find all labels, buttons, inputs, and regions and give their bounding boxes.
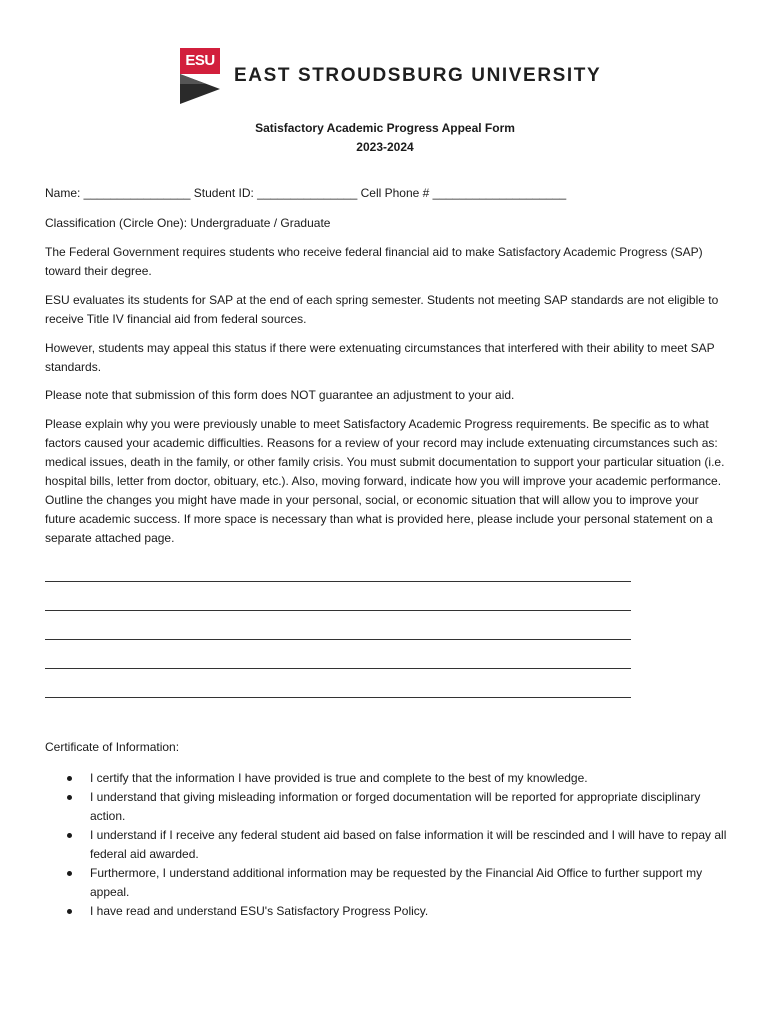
paragraph-instructions: Please explain why you were previously unable to meet Satisfactory Academic Progress requirements. Be specific as to what factors caused your academic difficulties. Reasons for a review of your record may include extenuating circumstances such as: medical issues, death in the family, or other family crisis. You must submit documentation to support your particular situation (i.e. hospital bills, letter from doctor, obituary, etc.). Also, moving forward, indicate how you will improve your academic performance. Outline the changes you might have made in your personal, social, or economic situation that will allow you to improve your future academic success. If more space is necessary than what is provided here, please include your personal statement on a separate attached page. <box>45 417 725 545</box>
appeal-writing-line[interactable] <box>45 609 631 611</box>
appeal-writing-line[interactable] <box>45 638 631 640</box>
paragraph-federal-requirement: The Federal Government requires students who receive federal financial aid to make Satisfactory Academic Progress (SAP) toward their degree. <box>45 245 703 278</box>
form-title: Satisfactory Academic Progress Appeal Form <box>255 121 515 135</box>
bullet-icon <box>67 776 72 781</box>
certificate-list <box>45 769 735 921</box>
certificate-item-text: I understand that giving misleading information or forged documentation will be reported for appropriate disciplinary action. <box>90 790 701 823</box>
bullet-icon <box>67 909 72 914</box>
certificate-item-text: I have read and understand ESU's Satisfactory Progress Policy. <box>90 904 429 918</box>
paragraph-sap-evaluation: ESU evaluates its students for SAP at the end of each spring semester. Students not meeting SAP standards are not eligible to receive Title IV financial aid from federal sources. <box>45 293 719 326</box>
form-year: 2023-2024 <box>356 140 414 154</box>
paragraph-appeal-eligibility: However, students may appeal this status if there were extenuating circumstances that interfered with their ability to meet SAP standards. <box>45 341 715 374</box>
certificate-item-text: I certify that the information I have provided is true and complete to the best of my knowledge. <box>90 771 588 785</box>
esu-logo-mark <box>180 48 220 104</box>
logo-arrow-icon <box>180 74 220 104</box>
certificate-item <box>45 902 735 921</box>
bullet-icon <box>67 833 72 838</box>
certificate-item <box>45 769 735 788</box>
university-name: EAST STROUDSBURG UNIVERSITY <box>234 65 602 86</box>
identity-fields-line[interactable]: Name: ________________ Student ID: _______________ Cell Phone # ____________________ <box>45 186 567 200</box>
logo-abbrev: ESU <box>185 52 215 69</box>
certificate-heading: Certificate of Information: <box>45 740 180 754</box>
certificate-item <box>45 864 735 902</box>
appeal-writing-line[interactable] <box>45 667 631 669</box>
certificate-item <box>45 788 735 826</box>
university-logo <box>180 48 600 106</box>
appeal-writing-line[interactable] <box>45 696 631 698</box>
certificate-item-text: I understand if I receive any federal student aid based on false information it will be rescinded and I will have to repay all federal aid awarded. <box>90 828 727 861</box>
logo-red-block <box>180 48 220 74</box>
bullet-icon <box>67 795 72 800</box>
appeal-writing-line[interactable] <box>45 580 631 582</box>
certificate-item <box>45 826 735 864</box>
bullet-icon <box>67 871 72 876</box>
certificate-item-text: Furthermore, I understand additional information may be requested by the Financial Aid Office to further support my appeal. <box>90 866 703 899</box>
classification-line[interactable]: Classification (Circle One): Undergraduate / Graduate <box>45 216 331 230</box>
paragraph-no-guarantee: Please note that submission of this form does NOT guarantee an adjustment to your aid. <box>45 388 515 402</box>
